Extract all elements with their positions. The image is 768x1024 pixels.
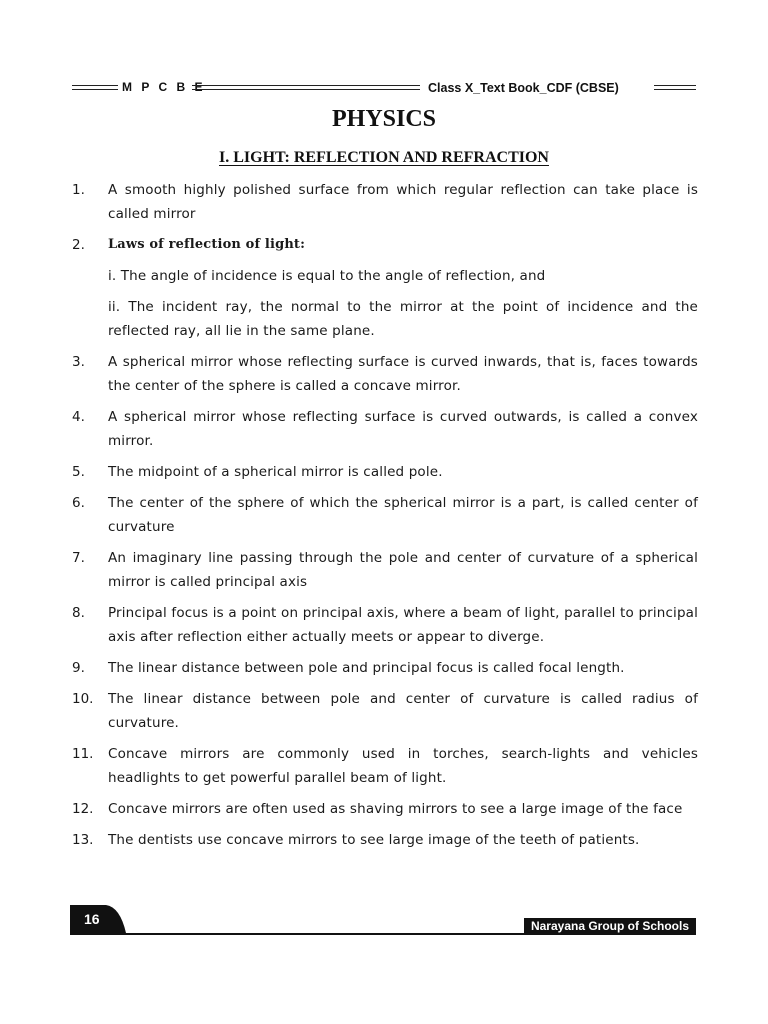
header-left-label: M P C B E bbox=[122, 80, 206, 94]
item-number: 8. bbox=[72, 605, 85, 621]
item-number: 11. bbox=[72, 746, 94, 762]
list-item bbox=[72, 491, 698, 539]
section-heading-text: I. LIGHT: REFLECTION AND REFRACTION bbox=[219, 149, 549, 166]
item-text: A spherical mirror whose reflecting surface is curved outwards, is called a convex mirror. bbox=[108, 409, 698, 449]
item-text: The midpoint of a spherical mirror is called pole. bbox=[108, 464, 443, 480]
item-heading: Laws of reflection of light: bbox=[108, 237, 306, 252]
footer-brand: Narayana Group of Schools bbox=[524, 918, 696, 935]
list-item bbox=[72, 797, 698, 821]
item-text: Concave mirrors are commonly used in torches, search-lights and vehicles headlights to get powerful parallel beam of light. bbox=[108, 746, 698, 786]
item-number: 3. bbox=[72, 354, 85, 370]
list-item bbox=[72, 460, 698, 484]
list-item bbox=[72, 178, 698, 226]
page-number: 16 bbox=[84, 911, 100, 927]
item-text: Principal focus is a point on principal axis, where a beam of light, parallel to principal axis after reflection either actually meets or appear to diverge. bbox=[108, 605, 698, 645]
header-rule-right bbox=[654, 85, 696, 90]
item-text: The linear distance between pole and center of curvature is called radius of curvature. bbox=[108, 691, 698, 731]
item-text: A smooth highly polished surface from which regular reflection can take place is called mirror bbox=[108, 182, 698, 222]
list-item bbox=[72, 350, 698, 398]
item-number: 2. bbox=[72, 237, 85, 253]
item-number: 9. bbox=[72, 660, 85, 676]
item-number: 1. bbox=[72, 182, 85, 198]
item-text: The dentists use concave mirrors to see large image of the teeth of patients. bbox=[108, 832, 640, 848]
page-title: PHYSICS bbox=[331, 106, 437, 132]
item-number: 7. bbox=[72, 550, 85, 566]
list-item bbox=[72, 742, 698, 790]
item-number: 13. bbox=[72, 832, 94, 848]
item-text: An imaginary line passing through the pole and center of curvature of a spherical mirror is called principal axis bbox=[108, 550, 698, 590]
item-number: 6. bbox=[72, 495, 85, 511]
list-item bbox=[72, 687, 698, 735]
list-item bbox=[72, 546, 698, 594]
header-rule-left bbox=[72, 85, 118, 90]
content-list bbox=[72, 178, 698, 859]
section-heading bbox=[0, 149, 768, 167]
item-text: A spherical mirror whose reflecting surface is curved inwards, that is, faces towards the center of the sphere is called a concave mirror. bbox=[108, 354, 698, 394]
list-item bbox=[72, 405, 698, 453]
item-text: The center of the sphere of which the spherical mirror is a part, is called center of curvature bbox=[108, 495, 698, 535]
list-item bbox=[72, 601, 698, 649]
item-text: The linear distance between pole and principal focus is called focal length. bbox=[108, 660, 625, 676]
header-right-label: Class X_Text Book_CDF (CBSE) bbox=[428, 81, 619, 95]
item-number: 4. bbox=[72, 409, 85, 425]
item-text: Concave mirrors are often used as shaving mirrors to see a large image of the face bbox=[108, 801, 683, 817]
list-item bbox=[72, 828, 698, 852]
item-number: 5. bbox=[72, 464, 85, 480]
sub-item: i. The angle of incidence is equal to the angle of reflection, and bbox=[108, 268, 546, 284]
header-rule-middle bbox=[192, 85, 420, 90]
list-item bbox=[72, 656, 698, 680]
item-number: 12. bbox=[72, 801, 94, 817]
sub-item: ii. The incident ray, the normal to the mirror at the point of incidence and the reflected ray, all lie in the same plane. bbox=[108, 299, 698, 339]
item-number: 10. bbox=[72, 691, 94, 707]
list-item bbox=[72, 233, 698, 257]
